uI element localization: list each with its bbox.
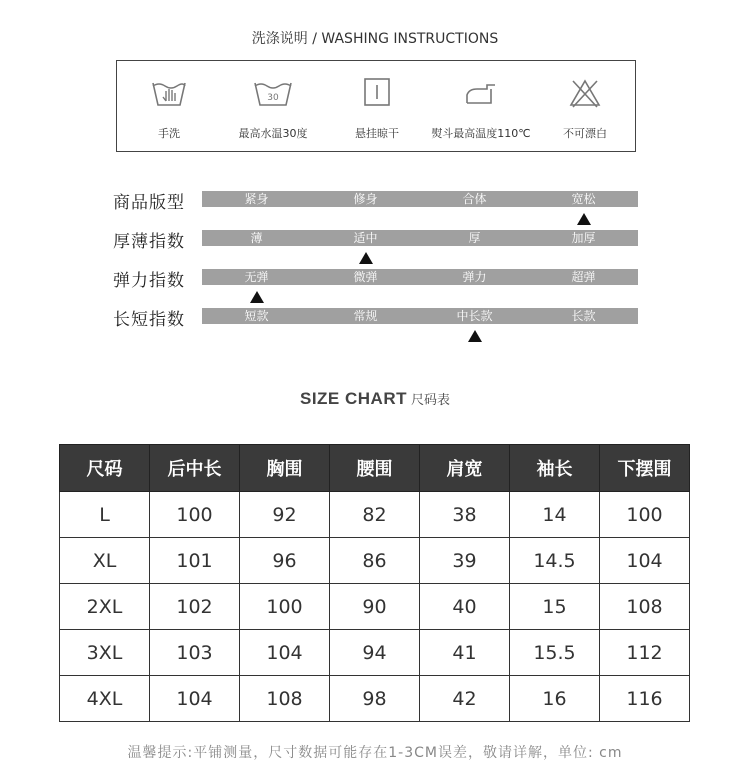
hand-wash-icon xyxy=(149,75,189,111)
size-chart-table xyxy=(59,444,690,722)
table-cell: 15 xyxy=(510,584,600,630)
table-header: 下摆围 xyxy=(600,445,690,492)
index-bar xyxy=(202,230,638,246)
index-row-fit xyxy=(113,188,643,228)
washing-label: 手洗 xyxy=(158,127,180,140)
table-cell: 92 xyxy=(240,492,330,538)
table-row xyxy=(60,584,690,630)
washing-item-hang-dry xyxy=(325,61,429,151)
table-cell: 112 xyxy=(600,630,690,676)
index-option: 厚 xyxy=(468,231,481,245)
washing-label: 悬挂晾干 xyxy=(355,127,399,140)
index-row-thickness xyxy=(113,227,643,267)
table-cell: 116 xyxy=(600,676,690,722)
table-cell: 38 xyxy=(420,492,510,538)
index-label: 弹力指数 xyxy=(113,271,185,291)
table-cell: 101 xyxy=(150,538,240,584)
table-cell: 3XL xyxy=(60,630,150,676)
table-cell: 98 xyxy=(330,676,420,722)
table-cell: 15.5 xyxy=(510,630,600,676)
index-option: 短款 xyxy=(244,309,269,323)
table-header: 肩宽 xyxy=(420,445,510,492)
table-cell: 108 xyxy=(600,584,690,630)
index-label: 商品版型 xyxy=(113,193,185,213)
table-cell: 104 xyxy=(150,676,240,722)
table-row xyxy=(60,492,690,538)
washing-item-wash-30 xyxy=(221,61,325,151)
index-label: 厚薄指数 xyxy=(113,232,185,252)
index-marker-triangle xyxy=(359,252,373,264)
index-row-elasticity xyxy=(113,266,643,306)
index-option: 合体 xyxy=(462,192,487,206)
table-header: 尺码 xyxy=(60,445,150,492)
table-cell: XL xyxy=(60,538,150,584)
size-chart-title-en: SIZE CHART xyxy=(299,389,407,408)
index-option: 超弹 xyxy=(571,270,596,284)
table-cell: 16 xyxy=(510,676,600,722)
washing-instructions-box xyxy=(116,60,636,152)
table-cell: 40 xyxy=(420,584,510,630)
table-cell: 104 xyxy=(240,630,330,676)
table-header: 后中长 xyxy=(150,445,240,492)
index-option: 加厚 xyxy=(571,231,596,245)
table-cell: 96 xyxy=(240,538,330,584)
table-header: 腰围 xyxy=(330,445,420,492)
index-bar xyxy=(202,269,638,285)
table-cell: 90 xyxy=(330,584,420,630)
table-cell: 82 xyxy=(330,492,420,538)
washing-item-iron xyxy=(429,61,533,151)
no-bleach-icon xyxy=(565,75,605,111)
index-option: 弹力 xyxy=(462,270,487,284)
index-option: 中长款 xyxy=(456,309,493,323)
index-option: 长款 xyxy=(571,309,596,323)
index-option: 微弹 xyxy=(353,270,378,284)
iron-icon xyxy=(461,75,501,111)
table-cell: 102 xyxy=(150,584,240,630)
washing-item-hand-wash xyxy=(117,61,221,151)
table-cell: L xyxy=(60,492,150,538)
index-option: 常规 xyxy=(353,309,378,323)
wash-temperature-text: 30 xyxy=(267,93,279,103)
index-option: 紧身 xyxy=(244,192,269,206)
measurement-note: 温馨提示:平铺测量，尺寸数据可能存在1-3CM误差，敬请详解，单位: cm xyxy=(127,745,623,761)
table-cell: 100 xyxy=(240,584,330,630)
table-cell: 39 xyxy=(420,538,510,584)
washing-label: 最高水温30度 xyxy=(238,127,308,140)
table-cell: 42 xyxy=(420,676,510,722)
table-cell: 2XL xyxy=(60,584,150,630)
washing-label: 熨斗最高温度110℃ xyxy=(431,127,531,140)
index-marker-triangle xyxy=(250,291,264,303)
hang-dry-icon xyxy=(357,75,397,111)
table-header-row xyxy=(60,445,690,492)
index-marker-triangle xyxy=(468,330,482,342)
table-row xyxy=(60,630,690,676)
index-label: 长短指数 xyxy=(113,310,185,330)
index-option: 宽松 xyxy=(571,192,596,206)
index-option: 修身 xyxy=(353,192,378,206)
index-option: 适中 xyxy=(353,231,378,245)
table-cell: 41 xyxy=(420,630,510,676)
index-marker-triangle xyxy=(577,213,591,225)
index-option: 无弹 xyxy=(244,270,269,284)
table-cell: 86 xyxy=(330,538,420,584)
table-cell: 108 xyxy=(240,676,330,722)
index-option: 薄 xyxy=(250,231,263,245)
size-chart-title xyxy=(0,389,750,409)
table-row xyxy=(60,676,690,722)
wash-30-icon xyxy=(253,75,293,111)
index-row-length xyxy=(113,305,643,345)
table-cell: 100 xyxy=(150,492,240,538)
table-header: 胸围 xyxy=(240,445,330,492)
table-cell: 100 xyxy=(600,492,690,538)
size-chart-title-cn: 尺码表 xyxy=(410,393,450,408)
table-row xyxy=(60,538,690,584)
washing-label: 不可漂白 xyxy=(563,127,607,140)
washing-item-no-bleach xyxy=(533,61,637,151)
table-cell: 14.5 xyxy=(510,538,600,584)
table-cell: 4XL xyxy=(60,676,150,722)
table-cell: 104 xyxy=(600,538,690,584)
table-cell: 103 xyxy=(150,630,240,676)
index-bar xyxy=(202,191,638,207)
table-header: 袖长 xyxy=(510,445,600,492)
index-bar xyxy=(202,308,638,324)
table-cell: 94 xyxy=(330,630,420,676)
table-cell: 14 xyxy=(510,492,600,538)
washing-title: 洗涤说明 / WASHING INSTRUCTIONS xyxy=(251,31,499,47)
